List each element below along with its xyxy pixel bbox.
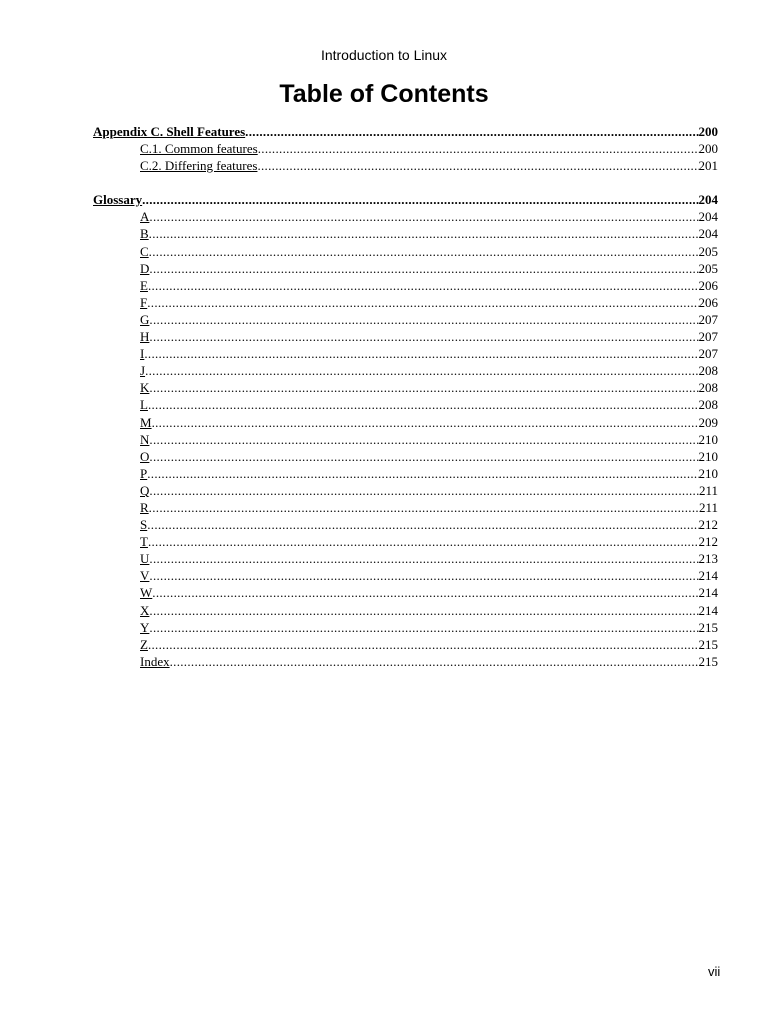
toc-entry[interactable] <box>93 345 718 362</box>
toc-entry-link[interactable]: C.2. Differing features <box>140 158 258 174</box>
toc-entry[interactable] <box>93 328 718 345</box>
toc-page-number: 215 <box>698 653 718 669</box>
toc-entry-link[interactable]: Y <box>140 619 150 635</box>
toc-entry[interactable] <box>93 584 718 601</box>
dot-leader <box>258 140 699 157</box>
toc-entry[interactable] <box>93 499 718 516</box>
toc-page-number: 211 <box>698 482 718 498</box>
toc-entry-link[interactable]: N <box>140 431 150 447</box>
toc-page-number: 207 <box>698 346 718 362</box>
toc-page-number: 211 <box>698 499 718 515</box>
toc-entry[interactable] <box>93 482 718 499</box>
toc-page-number: 210 <box>698 448 718 464</box>
dot-leader <box>149 225 699 242</box>
toc-page-number: 215 <box>698 636 718 652</box>
toc-entry[interactable] <box>93 277 718 294</box>
toc-entry-link[interactable]: A <box>140 209 150 225</box>
dot-leader <box>142 191 698 208</box>
toc-page-number: 204 <box>698 209 718 225</box>
dot-leader <box>149 567 698 584</box>
toc-page-number: 208 <box>698 397 718 413</box>
dot-leader <box>257 157 698 174</box>
dot-leader <box>149 208 698 225</box>
dot-leader <box>149 260 698 277</box>
toc-page-number: 210 <box>698 465 718 481</box>
toc-entry-link[interactable]: V <box>140 568 150 584</box>
dot-leader <box>149 431 698 448</box>
toc-page-number: 207 <box>698 329 718 345</box>
toc-entry-link[interactable]: L <box>140 397 148 413</box>
toc-entry-link[interactable]: J <box>140 363 146 379</box>
toc-page-number: 212 <box>698 517 718 533</box>
toc-entry-link[interactable]: P <box>140 465 148 481</box>
toc-page-number: 204 <box>698 192 718 208</box>
dot-leader <box>145 362 698 379</box>
toc-entry-link[interactable]: T <box>140 534 148 550</box>
toc-entry-link[interactable]: G <box>140 311 150 327</box>
toc-entry-link[interactable]: Q <box>140 482 150 498</box>
dot-leader <box>147 465 698 482</box>
toc-entry[interactable] <box>93 294 718 311</box>
toc-entry-link[interactable]: Z <box>140 636 148 652</box>
dot-leader <box>148 396 699 413</box>
toc-entry[interactable] <box>93 379 718 396</box>
toc-entry[interactable] <box>93 567 718 584</box>
dot-leader <box>152 584 698 601</box>
toc-page-number: 200 <box>698 141 718 157</box>
toc-entry[interactable] <box>93 533 718 550</box>
toc-entry[interactable] <box>93 550 718 567</box>
running-header: Introduction to Linux <box>320 47 448 63</box>
toc-entry[interactable] <box>93 225 718 242</box>
toc-entry-link[interactable]: U <box>140 551 150 567</box>
toc-entry-link[interactable]: K <box>140 380 150 396</box>
toc-entry[interactable] <box>93 448 718 465</box>
toc-page-number: 201 <box>698 158 718 174</box>
toc-entry-link[interactable]: I <box>140 346 145 362</box>
toc-entry[interactable] <box>93 123 718 140</box>
toc-entry[interactable] <box>93 653 718 670</box>
toc-entry[interactable] <box>93 414 718 431</box>
toc-entry-link[interactable]: H <box>140 329 150 345</box>
toc-entry[interactable] <box>93 140 718 157</box>
dot-leader <box>149 482 699 499</box>
toc-entry[interactable] <box>93 636 718 653</box>
toc-page-number: 214 <box>698 585 718 601</box>
toc-entry-link[interactable]: Appendix C. Shell Features <box>93 124 246 139</box>
toc-page-number: 214 <box>698 568 718 584</box>
toc-page-number: 204 <box>698 226 718 242</box>
page-number: vii <box>708 964 721 979</box>
toc-entry-link[interactable]: Glossary <box>93 192 143 208</box>
dot-leader <box>149 311 698 328</box>
toc-page-number: 200 <box>698 124 718 139</box>
toc-page-number: 206 <box>698 277 718 293</box>
toc-page-number: 206 <box>698 294 718 310</box>
toc-entry-link[interactable]: O <box>140 448 150 464</box>
toc-entry[interactable] <box>93 396 718 413</box>
toc-page-number: 209 <box>698 414 718 430</box>
toc-page-number: 213 <box>698 551 718 567</box>
toc-entry[interactable] <box>93 260 718 277</box>
toc-page-number: 205 <box>698 243 718 259</box>
toc-entry[interactable] <box>93 619 718 636</box>
toc-entry-link[interactable]: R <box>140 499 149 515</box>
toc-entry-link[interactable]: S <box>140 517 148 533</box>
dot-leader <box>148 636 699 653</box>
dot-leader <box>149 602 698 619</box>
dot-leader <box>149 619 698 636</box>
toc-entry-link[interactable]: Index <box>140 653 170 669</box>
dot-leader <box>149 243 699 260</box>
toc-entry[interactable] <box>93 465 718 482</box>
dot-leader <box>152 414 699 431</box>
toc-entry-link[interactable]: X <box>140 602 150 618</box>
toc-page-number: 210 <box>698 431 718 447</box>
toc-entry-link[interactable]: D <box>140 260 150 276</box>
toc-page-number: 212 <box>698 534 718 550</box>
toc-page-number: 215 <box>698 619 718 635</box>
dot-leader <box>149 550 698 567</box>
toc-entry[interactable] <box>93 311 718 328</box>
table-of-contents <box>93 123 718 670</box>
dot-leader <box>149 379 698 396</box>
toc-entry[interactable] <box>93 431 718 448</box>
toc-entry-link[interactable]: B <box>140 226 149 242</box>
toc-entry-link[interactable]: E <box>140 277 148 293</box>
toc-entry-link[interactable]: F <box>140 294 148 310</box>
dot-leader <box>148 277 699 294</box>
toc-page-number: 207 <box>698 311 718 327</box>
dot-leader <box>148 533 699 550</box>
toc-entry-link[interactable]: C.1. Common features <box>140 141 258 157</box>
toc-page-number: 214 <box>698 602 718 618</box>
toc-entry[interactable] <box>93 362 718 379</box>
dot-leader <box>149 328 698 345</box>
toc-entry-link[interactable]: M <box>140 414 152 430</box>
toc-entry-link[interactable]: W <box>140 585 153 601</box>
dot-leader <box>149 499 699 516</box>
dot-leader <box>144 345 698 362</box>
toc-entry[interactable] <box>93 191 718 208</box>
toc-entry[interactable] <box>93 208 718 225</box>
dot-leader <box>149 448 698 465</box>
toc-page-number: 205 <box>698 260 718 276</box>
dot-leader <box>170 653 699 670</box>
toc-entry[interactable] <box>93 243 718 260</box>
dot-leader <box>147 294 698 311</box>
toc-entry[interactable] <box>93 602 718 619</box>
toc-entry[interactable] <box>93 157 718 174</box>
page-title: Table of Contents <box>279 80 489 108</box>
toc-page-number: 208 <box>698 380 718 396</box>
toc-entry-link[interactable]: C <box>140 243 149 259</box>
dot-leader <box>147 516 698 533</box>
toc-page-number: 208 <box>698 363 718 379</box>
dot-leader <box>245 123 698 140</box>
toc-entry[interactable] <box>93 516 718 533</box>
